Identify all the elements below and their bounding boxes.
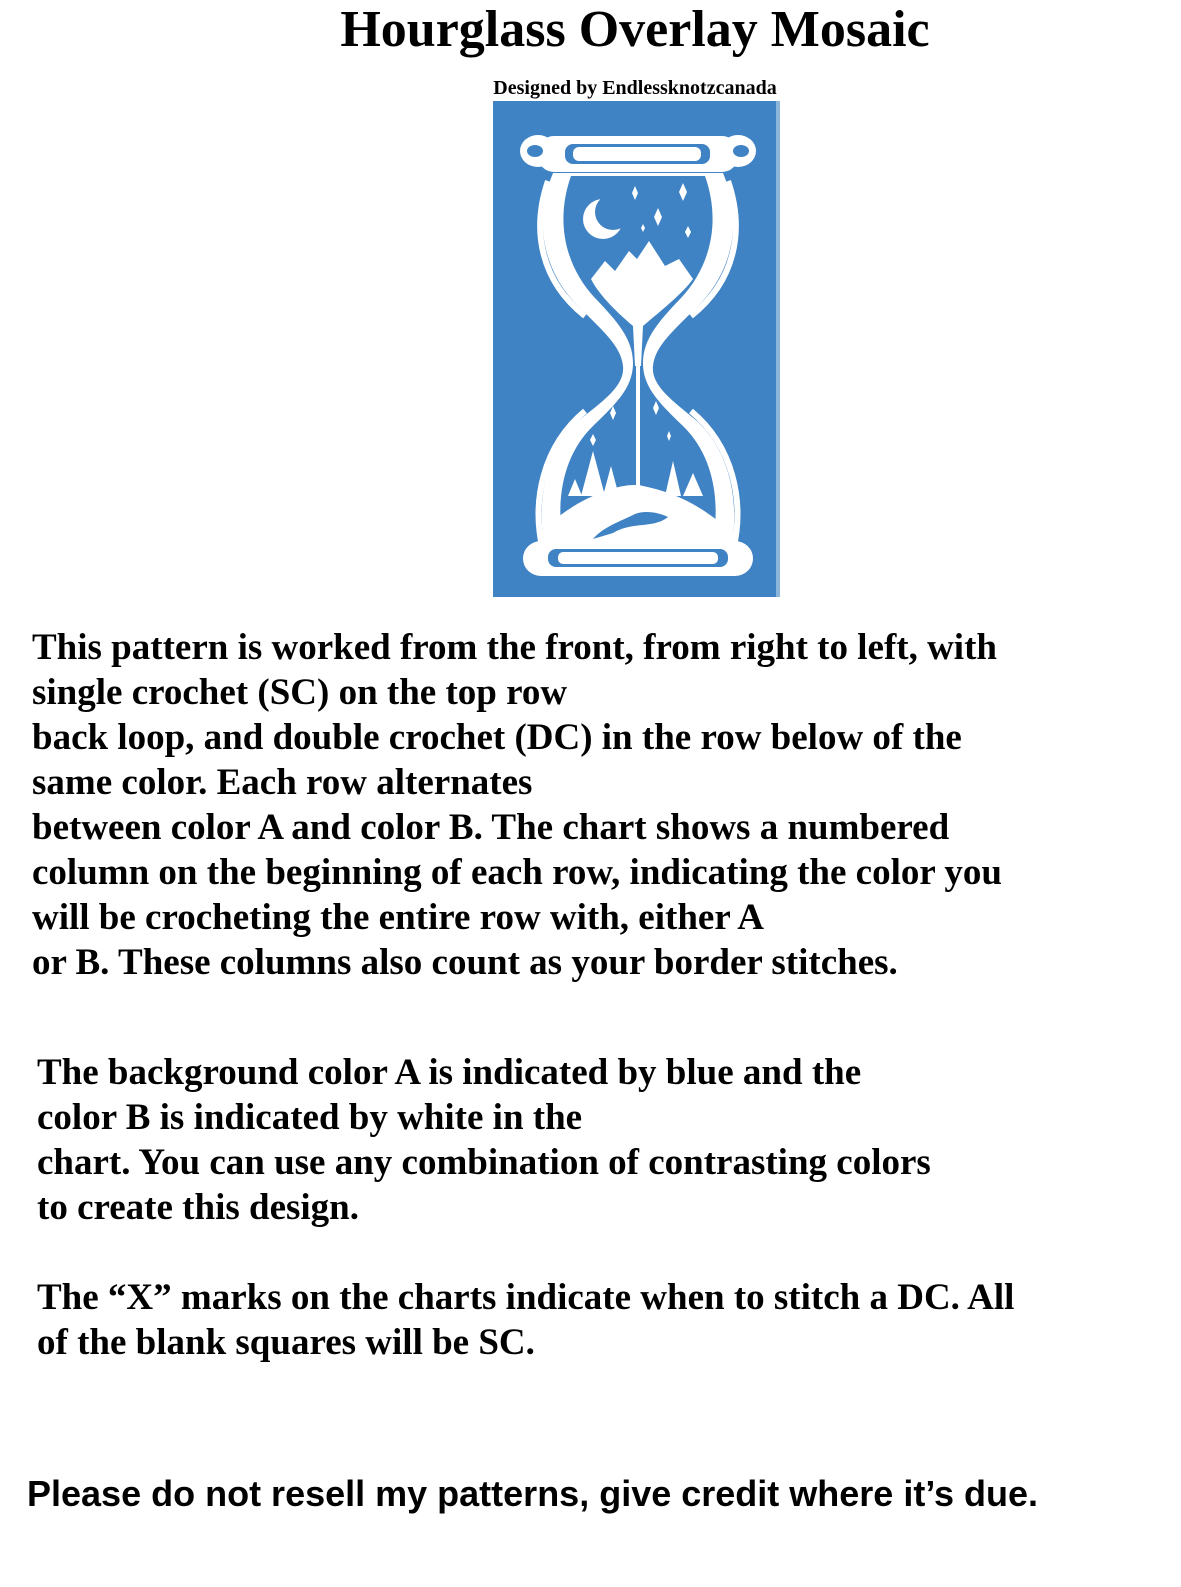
instruction-line: chart. You can use any combination of contrasting colors	[37, 1142, 931, 1183]
page-title: Hourglass Overlay Mosaic	[340, 1, 930, 58]
instruction-line: of the blank squares will be SC.	[37, 1322, 535, 1363]
instruction-line: color B is indicated by white in the	[37, 1097, 583, 1138]
instruction-line: will be crocheting the entire row with, either A	[32, 897, 765, 938]
instruction-line: to create this design.	[37, 1187, 359, 1228]
instruction-line: single crochet (SC) on the top row	[32, 672, 568, 713]
instructions-paragraph-3	[37, 1275, 1014, 1365]
hourglass-chart-image	[493, 101, 782, 609]
hourglass-top-plate	[573, 147, 701, 161]
instruction-line: The “X” marks on the charts indicate when to stitch a DC. All	[37, 1277, 1015, 1318]
instruction-line: back loop, and double crochet (DC) in the row below of the	[32, 717, 962, 758]
instruction-line: column on the beginning of each row, indicating the color you	[32, 852, 1002, 893]
resell-notice: Please do not resell my patterns, give credit where it’s due.	[27, 1473, 1039, 1514]
instructions-paragraph-2	[37, 1050, 931, 1230]
instruction-line: or B. These columns also count as your border stitches.	[32, 942, 898, 983]
instructions-paragraph-1	[32, 625, 1002, 985]
hourglass-base	[523, 541, 753, 576]
instruction-line: This pattern is worked from the front, from right to left, with	[32, 627, 997, 668]
instruction-line: The background color A is indicated by blue and the	[37, 1052, 862, 1093]
designer-credit: Designed by Endlessknotzcanada	[493, 77, 777, 99]
instruction-line: same color. Each row alternates	[32, 762, 533, 803]
chart-bottom-border	[493, 594, 776, 597]
instruction-line: between color A and color B. The chart shows a numbered	[32, 807, 950, 848]
hourglass-mosaic-illustration	[493, 101, 782, 609]
chart-right-border	[776, 101, 780, 597]
